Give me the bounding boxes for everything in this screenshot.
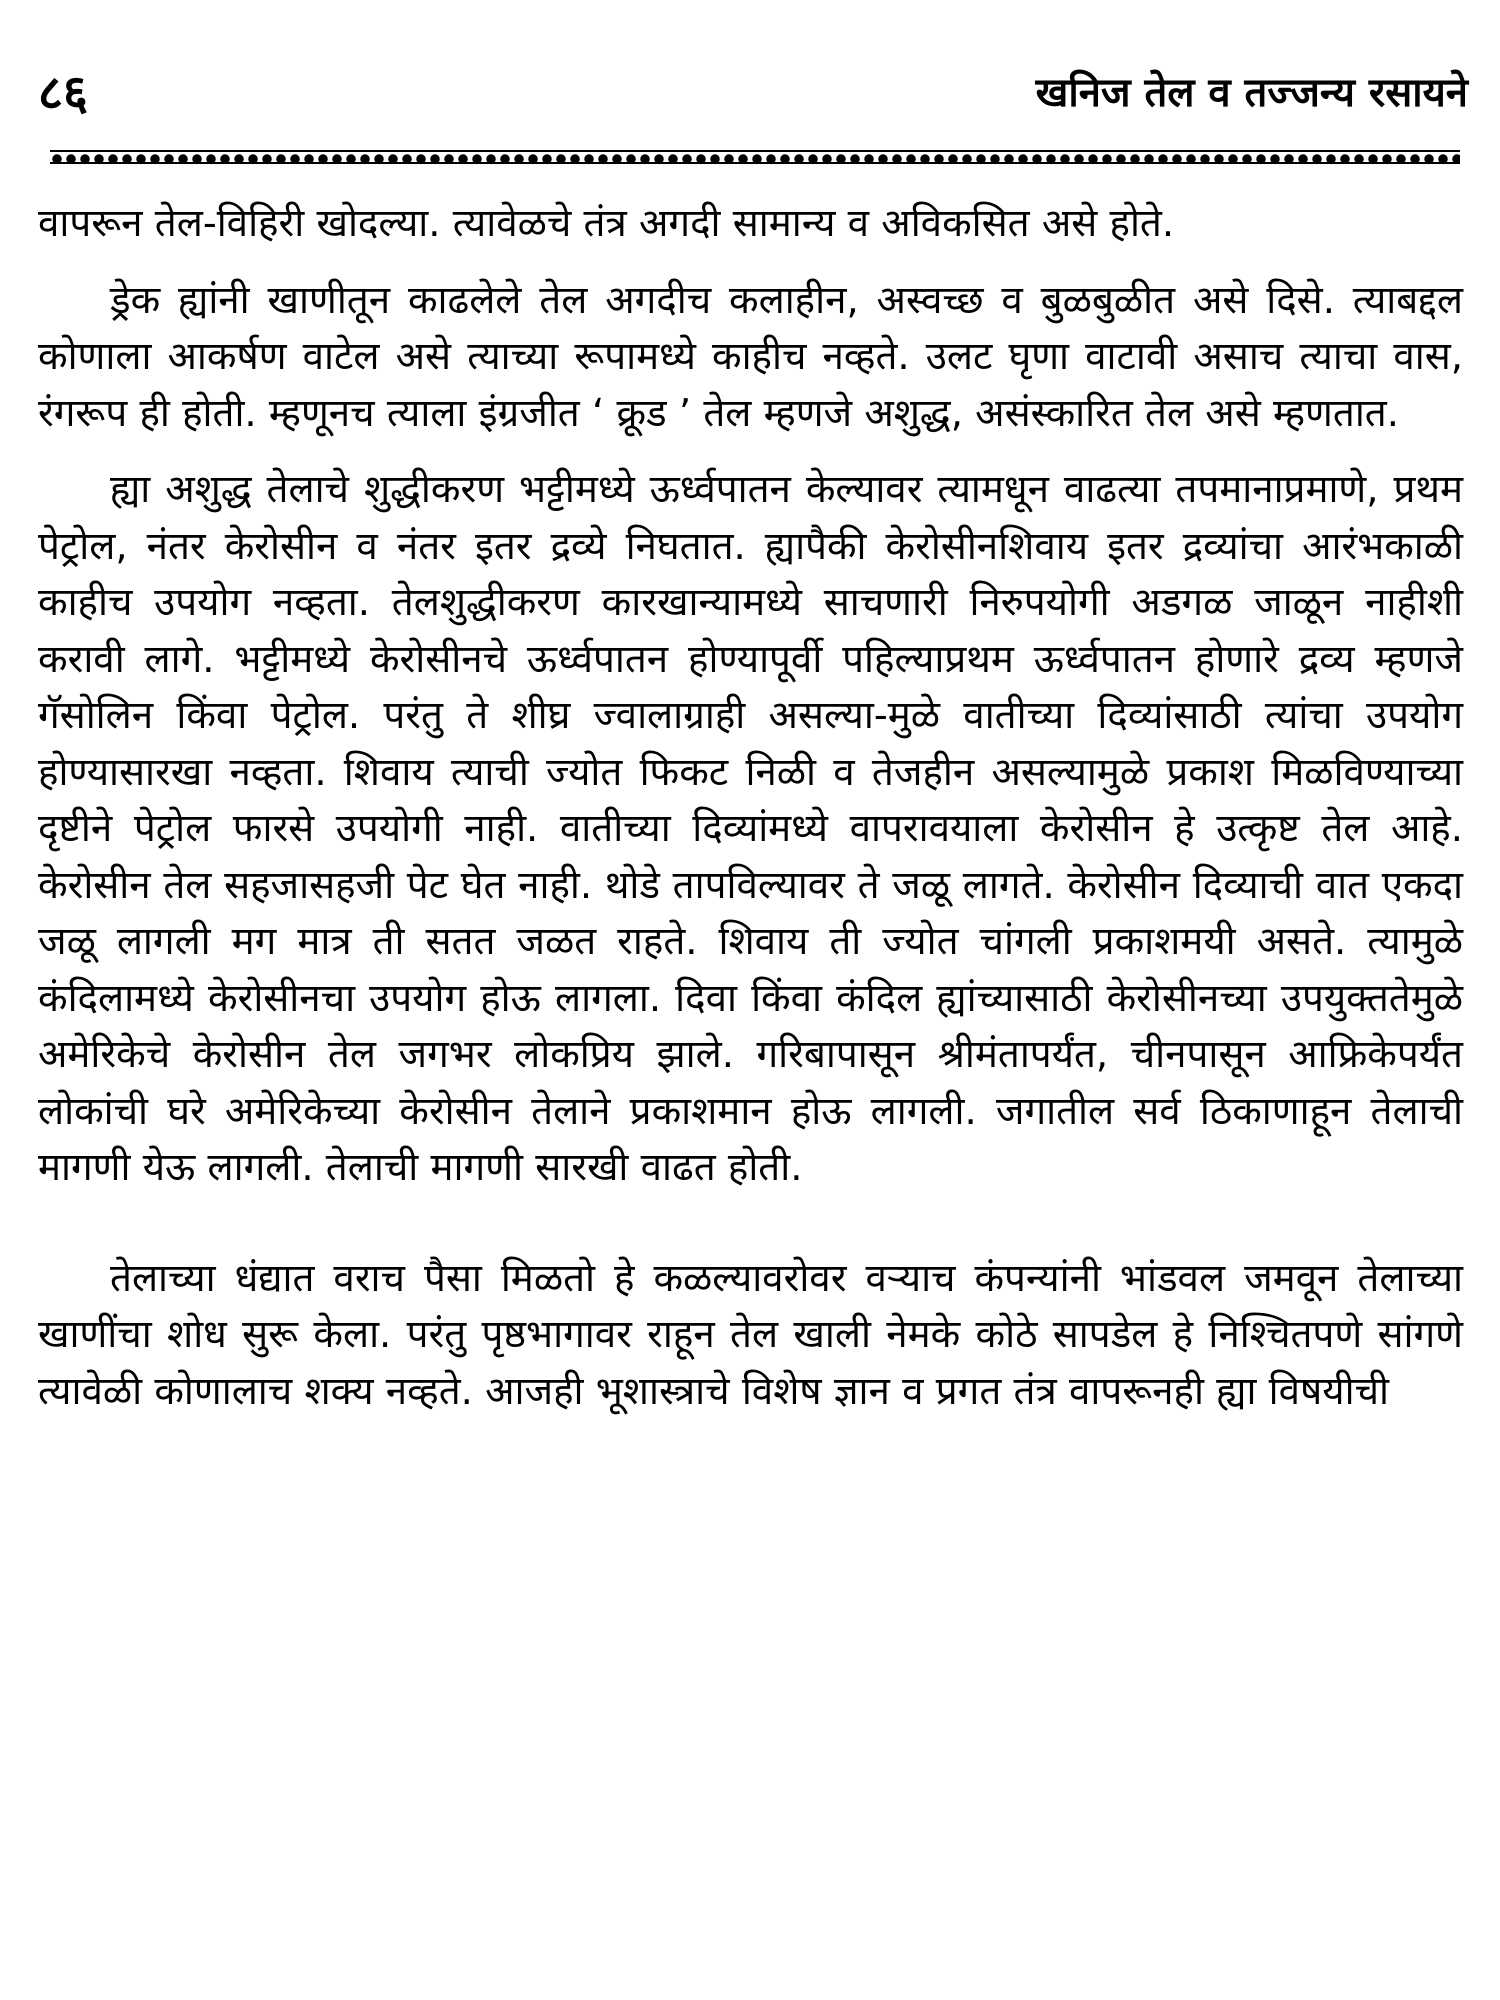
page-number: ८६ xyxy=(38,65,88,121)
paragraph-continuation: वापरून तेल-विहिरी खोदल्या. त्यावेळचे तंत्र अगदी सामान्य व अविकसित असे होते. xyxy=(38,201,1175,246)
paragraph-refining: ह्या अशुद्ध तेलाचे शुद्धीकरण भट्टीमध्ये ऊर्ध्वपातन केल्यावर त्यामधून वाढत्या तपमानाप्रमाणे, प्रथम पेट्रोल, नंतर केरोसीन व नंतर इतर द्रव्ये निघतात. ह्यापैकी केरोसीनशिवाय इतर द्रव्यांचा आरंभकाळी काहीच उपयोग नव्हता. तेलशुद्धीकरण कारखान्यामध्ये साचणारी निरुपयोगी अडगळ जाळून नाहीशी करावी लागे. भट्टीमध्ये केरोसीनचे ऊर्ध्वपातन होण्यापूर्वी पहिल्याप्रथम ऊर्ध्वपातन होणारे द्रव्य म्हणजे गॅसोलिन किंवा पेट्रोल. परंतु ते शीघ्र ज्वालाग्राही असल्या-मुळे वातीच्या दिव्यांसाठी त्यांचा उपयोग होण्यासारखा नव्हता. शिवाय त्याची ज्योत फिकट निळी व तेजहीन असल्यामुळे प्रकाश मिळविण्याच्या दृष्टीने पेट्रोल फारसे उपयोगी नाही. वातीच्या दिव्यांमध्ये वापरावयाला केरोसीन हे उत्कृष्ट तेल आहे. केरोसीन तेल सहजासहजी पेट घेत नाही. थोडे तापविल्यावर ते जळू लागते. केरोसीन दिव्याची वात एकदा जळू लागली मग मात्र ती सतत जळत राहते. शिवाय ती ज्योत चांगली प्रकाशमयी असते. त्यामुळे कंदिलामध्ये केरोसीनचा उपयोग होऊ लागला. दिवा किंवा कंदिल ह्यांच्यासाठी केरोसीनच्या उपयुक्ततेमुळे अमेरिकेचे केरोसीन तेल जगभर लोकप्रिय झाले. गरिबापासून श्रीमंतापर्यंत, चीनपासून आफ्रिकेपर्यंत लोकांची घरे अमेरिकेच्या केरोसीन तेलाने प्रकाशमान होऊ लागली. जगातील सर्व ठिकाणाहून तेलाची मागणी येऊ लागली. तेलाची मागणी सारखी वाढत होती. xyxy=(38,467,1463,1190)
paragraph-oil-search: तेलाच्या धंद्यात वराच पैसा मिळतो हे कळल्यावरोवर वऱ्याच कंपन्यांनी भांडवल जमवून तेलाच्या खाणींचा शोध सुरू केला. परंतु पृष्ठभागावर राहून तेल खाली नेमके कोठे सापडेल हे निश्चितपणे सांगणे त्यावेळी कोणालाच शक्य नव्हते. आजही भूशास्त्राचे विशेष ज्ञान व प्रगत तंत्र वापरूनही ह्या विषयीची xyxy=(38,1255,1463,1414)
body-text xyxy=(38,196,1463,1420)
page-header xyxy=(38,58,1468,128)
paragraph-crude-oil: ड्रेक ह्यांनी खाणीतून काढलेले तेल अगदीच कलाहीन, अस्वच्छ व बुळबुळीत असे दिसे. त्याबद्दल कोणाला आकर्षण वाटेल असे त्याच्या रूपामध्ये काहीच नव्हते. उलट घृणा वाटावी असाच त्याचा वास, रंगरूप ही होती. म्हणूनच त्याला इंग्रजीत ‘ क्रूड ’ तेल म्हणजे अशुद्ध, असंस्कारित तेल असे म्हणतात. xyxy=(38,277,1463,436)
header-divider xyxy=(50,150,1460,164)
running-title: खनिज तेल व तज्जन्य रसायने xyxy=(1035,70,1468,116)
